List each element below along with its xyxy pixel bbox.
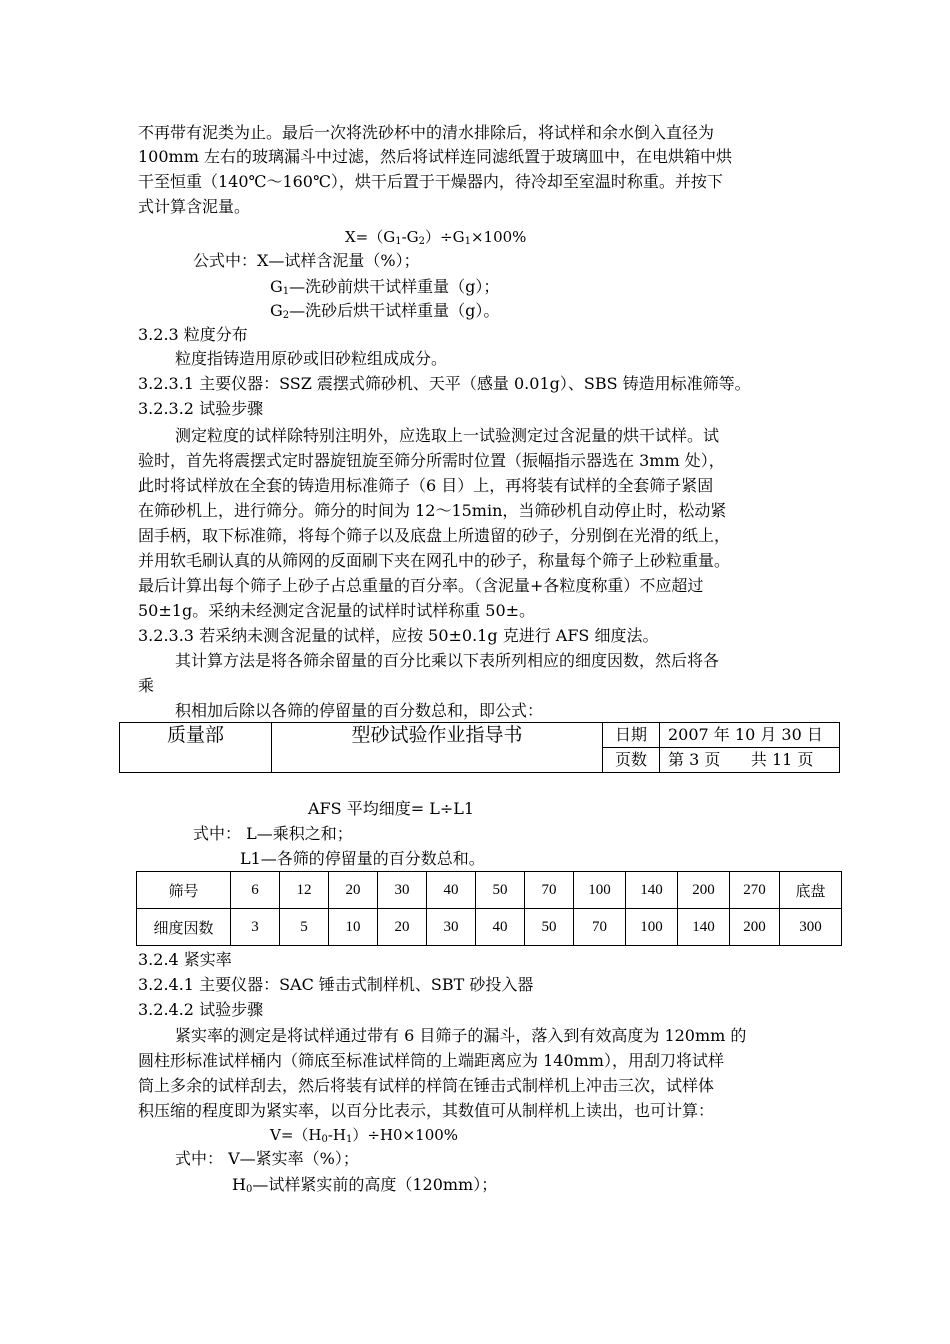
paragraph-line: 乘 xyxy=(138,676,155,695)
fineness-factor-cell: 30 xyxy=(427,909,476,946)
sieve-number-cell: 100 xyxy=(574,872,626,909)
fineness-factor-cell: 200 xyxy=(730,909,780,946)
row-label-fineness-factor: 细度因数 xyxy=(137,909,231,946)
paragraph-line: 最后计算出每个筛子上砂子占总重量的百分率。（含泥量+各粒度称重）不应超过 xyxy=(138,576,704,595)
fineness-factor-cell: 20 xyxy=(378,909,427,946)
fineness-factor-cell: 10 xyxy=(329,909,378,946)
fineness-factor-cell: 100 xyxy=(626,909,678,946)
paragraph-line: 筒上多余的试样刮去，然后将装有试样的样筒在锤击式制样机上冲击三次，试样体 xyxy=(138,1076,715,1095)
fineness-factor-cell: 3 xyxy=(231,909,280,946)
table-row xyxy=(137,909,842,946)
fineness-factor-cell: 50 xyxy=(525,909,574,946)
subsection-heading: 3.2.4.2 试验步骤 xyxy=(138,1000,264,1019)
row-label-sieve-number: 筛号 xyxy=(137,872,231,909)
compactability-formula: $V=(H_0-H_1)\div H0\times 100\%$ xyxy=(270,1126,459,1145)
paragraph-line: 验时，首先将震摆式定时器旋钮旋至筛分所需时位置（振幅指示器选在 3mm 处）， xyxy=(138,451,725,470)
paragraph-line: 不再带有泥类为止。最后一次将洗砂杯中的清水排除后，将试样和余水倒入直径为 xyxy=(138,123,715,142)
paragraph-line: 其计算方法是将各筛余留量的百分比乘以下表所列相应的细度因数，然后将各 xyxy=(175,651,720,670)
table-row xyxy=(137,872,842,909)
sieve-number-cell: 12 xyxy=(280,872,329,909)
document-header-table xyxy=(119,722,840,773)
sieve-number-cell: 40 xyxy=(427,872,476,909)
formula-where-x: 公式中：X—试样含泥量（%）； xyxy=(193,251,420,270)
paragraph-line: 积压缩的程度即为紧实率，以百分比表示，其数值可从制样机上读出，也可计算： xyxy=(138,1101,715,1120)
sieve-number-cell: 50 xyxy=(476,872,525,909)
pages-value xyxy=(660,748,840,773)
date-label: 日期 xyxy=(603,723,660,748)
section-definition: 粒度指铸造用原砂或旧砂粒组成成分。 xyxy=(175,349,448,368)
paragraph-line: 测定粒度的试样除特别注明外，应选取上一试验测定过含泥量的烘干试样。试 xyxy=(175,426,720,445)
fineness-factor-cell: 140 xyxy=(678,909,730,946)
sieve-number-cell: 70 xyxy=(525,872,574,909)
paragraph-line: 并用软毛刷认真的从筛网的反面刷下夹在网孔中的砂子，称量每个筛子上砂粒重量。 xyxy=(138,551,731,570)
department-cell: 质量部 xyxy=(120,723,272,773)
paragraph-line: 100mm 左右的玻璃漏斗中过滤，然后将试样连同滤纸置于玻璃皿中，在电烘箱中烘 xyxy=(138,147,732,166)
paragraph-line: 式计算含泥量。 xyxy=(138,197,251,216)
afs-where-l: 式中： L—乘积之和； xyxy=(193,824,353,843)
page-total: 共 11 页 xyxy=(750,750,814,769)
subsection-heading: 3.2.3.2 试验步骤 xyxy=(138,399,264,418)
section-heading: 3.2.4 紧实率 xyxy=(138,950,232,969)
sieve-fineness-table xyxy=(136,871,842,946)
afs-formula: AFS 平均细度= L÷L1 xyxy=(308,799,475,818)
page-number: 第 3 页 xyxy=(668,750,721,769)
formula-where-v: 式中： V—紧实率（%）； xyxy=(175,1149,359,1168)
sieve-number-cell: 140 xyxy=(626,872,678,909)
subsection-heading: 3.2.3.1 主要仪器：SSZ 震摆式筛砂机、天平（感量 0.01g）、SBS 铸造用标准筛等。 xyxy=(138,374,751,393)
document-title-cell: 型砂试验作业指导书 xyxy=(272,723,603,773)
paragraph-line: 50±1g。采纳未经测定含泥量的试样时试样称重 50±。 xyxy=(138,601,536,620)
pages-label: 页数 xyxy=(603,748,660,773)
paragraph-line: 干至恒重（140℃～160℃），烘干后置于干燥器内，待冷却至室温时称重。并按下 xyxy=(138,172,723,191)
paragraph-line: 此时将试样放在全套的铸造用标准筛子（6 目）上，再将装有试样的全套筛子紧固 xyxy=(138,476,714,495)
mud-content-formula: $X=(G_1-G_2)\div G_1\times 100\%$ xyxy=(345,228,527,247)
section-heading: 3.2.3 粒度分布 xyxy=(138,325,248,344)
subsection-heading: 3.2.3.3 若采纳未测含泥量的试样，应按 50±0.1g 克进行 AFS 细度法。 xyxy=(138,626,659,645)
subsection-heading: 3.2.4.1 主要仪器：SAC 锤击式制样机、SBT 砂投入器 xyxy=(138,975,534,994)
sieve-number-cell: 30 xyxy=(378,872,427,909)
paragraph-line: 紧实率的测定是将试样通过带有 6 目筛子的漏斗，落入到有效高度为 120mm 的 xyxy=(175,1026,747,1045)
date-value: 2007 年 10 月 30 日 xyxy=(660,723,840,748)
sieve-number-cell: 270 xyxy=(730,872,780,909)
sieve-number-cell: 底盘 xyxy=(780,872,842,909)
paragraph-line: 固手柄，取下标准筛，将每个筛子以及底盘上所遗留的砂子，分别倒在光滑的纸上， xyxy=(138,526,731,545)
sieve-number-cell: 20 xyxy=(329,872,378,909)
afs-where-l1: L1—各筛的停留量的百分数总和。 xyxy=(240,849,485,868)
fineness-factor-cell: 5 xyxy=(280,909,329,946)
paragraph-line: 积相加后除以各筛的停留量的百分数总和，即公式： xyxy=(175,701,544,720)
formula-where-h0: $H_0—$试样紧实前的高度（120mm）； xyxy=(232,1175,498,1195)
paragraph-line: 圆柱形标准试样桶内（筛底至标准试样筒的上端距离应为 140mm），用刮刀将试样 xyxy=(138,1051,724,1070)
formula-where-g1: $G_1—$洗砂前烘干试样重量（g）； xyxy=(270,277,500,297)
sieve-number-cell: 200 xyxy=(678,872,730,909)
paragraph-line: 在筛砂机上，进行筛分。筛分的时间为 12～15min，当筛砂机自动停止时，松动紧 xyxy=(138,501,727,520)
fineness-factor-cell: 300 xyxy=(780,909,842,946)
formula-where-g2: $G_2—$洗砂后烘干试样重量（g）。 xyxy=(270,301,500,321)
sieve-number-cell: 6 xyxy=(231,872,280,909)
fineness-factor-cell: 40 xyxy=(476,909,525,946)
fineness-factor-cell: 70 xyxy=(574,909,626,946)
